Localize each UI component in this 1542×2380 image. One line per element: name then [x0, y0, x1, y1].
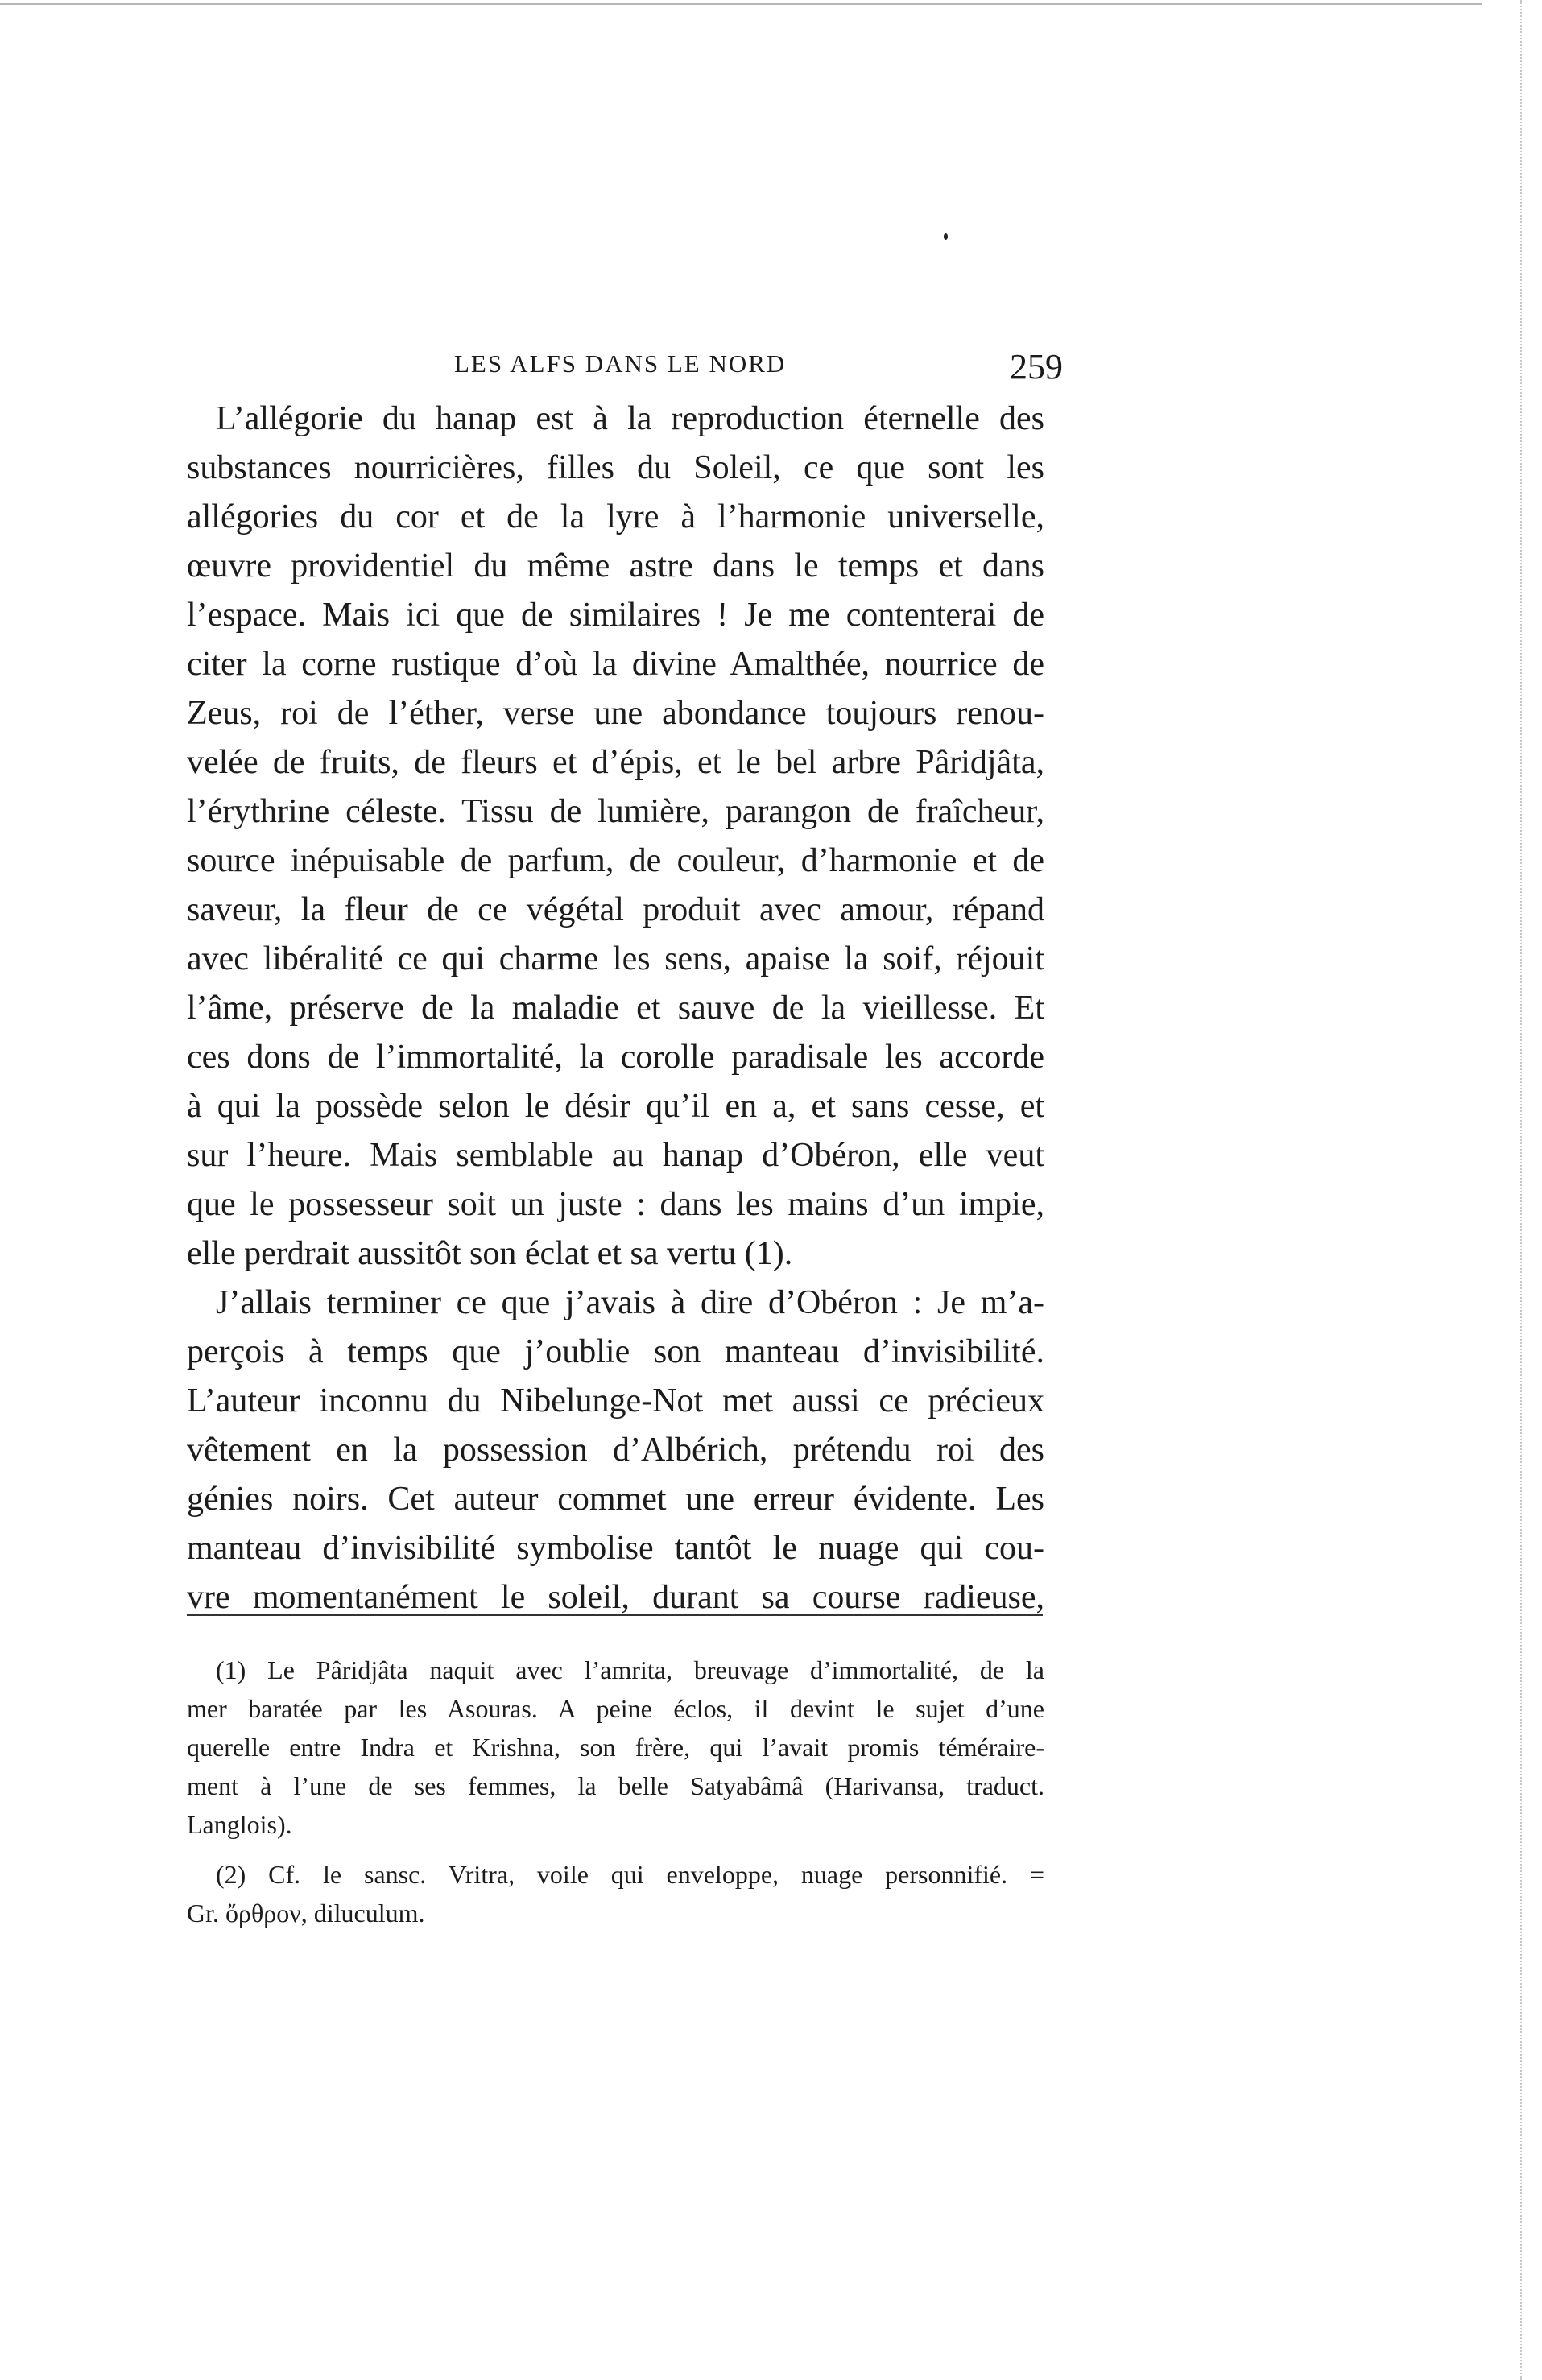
body-line: vre momentanément le soleil, durant sa course radieuse,: [187, 1579, 1044, 1616]
body-line: source inépuisable de parfum, de couleur, d’harmonie et de: [187, 842, 1044, 879]
footnote-line: ment à l’une de ses femmes, la belle Satyabâmâ (Harivansa, traduct.: [187, 1771, 1044, 1800]
body-line: l’érythrine céleste. Tissu de lumière, parangon de fraîcheur,: [187, 793, 1044, 830]
footnote-line: Langlois).: [187, 1810, 292, 1839]
body-line: J’allais terminer ce que j’avais à dire d’Obéron : Je m’a-: [216, 1284, 1044, 1321]
body-line: saveur, la fleur de ce végétal produit avec amour, répand: [187, 891, 1044, 928]
body-line: l’espace. Mais ici que de similaires ! Je me contenterai de: [187, 597, 1044, 634]
running-title: LES ALFS DANS LE NORD: [454, 349, 787, 378]
footnote-line: (1) Le Pâridjâta naquit avec l’amrita, breuvage d’immortalité, de la: [216, 1655, 1044, 1684]
footnote-line: Gr. ὄρθρον, diluculum.: [187, 1899, 425, 1928]
footnote-rule: [187, 1614, 1043, 1616]
body-line: génies noirs. Cet auteur commet une erreur évidente. Les: [187, 1481, 1044, 1518]
body-line: Zeus, roi de l’éther, verse une abondance toujours renou-: [187, 695, 1044, 732]
body-line: citer la corne rustique d’où la divine Amalthée, nourrice de: [187, 646, 1044, 683]
body-line: l’âme, préserve de la maladie et sauve de la vieillesse. Et: [187, 990, 1044, 1027]
body-line: substances nourricières, filles du Soleil, ce que sont les: [187, 449, 1044, 486]
body-line: sur l’heure. Mais semblable au hanap d’Obéron, elle veut: [187, 1137, 1044, 1174]
body-line: à qui la possède selon le désir qu’il en a, et sans cesse, et: [187, 1088, 1044, 1125]
top-scan-rule: [0, 3, 1482, 5]
footnote-line: (2) Cf. le sansc. Vritra, voile qui enveloppe, nuage personnifié. =: [216, 1860, 1044, 1889]
running-head: [187, 346, 1063, 395]
body-line: ces dons de l’immortalité, la corolle paradisale les accorde: [187, 1039, 1044, 1076]
body-line: vêtement en la possession d’Albérich, prétendu roi des: [187, 1432, 1044, 1469]
body-line: que le possesseur soit un juste : dans les mains d’un impie,: [187, 1186, 1044, 1223]
body-line: allégories du cor et de la lyre à l’harmonie universelle,: [187, 498, 1044, 535]
footnote-gap: [187, 1844, 1044, 1855]
body-line: perçois à temps que j’oublie son manteau d’invisibilité.: [187, 1333, 1044, 1370]
body-line: avec libéralité ce qui charme les sens, apaise la soif, réjouit: [187, 940, 1044, 977]
page-number: 259: [1010, 347, 1063, 386]
body-line: L’allégorie du hanap est à la reproduction éternelle des: [216, 400, 1044, 437]
footnote-line: mer baratée par les Asouras. A peine éclos, il devint le sujet d’une: [187, 1694, 1044, 1723]
main-text: [187, 395, 1044, 1622]
page-edge: [1520, 0, 1522, 2380]
footnote-line: querelle entre Indra et Krishna, son frère, qui l’avait promis téméraire-: [187, 1733, 1044, 1762]
body-line: velée de fruits, de fleurs et d’épis, et le bel arbre Pâridjâta,: [187, 744, 1044, 781]
body-line: L’auteur inconnu du Nibelunge-Not met aussi ce précieux: [187, 1382, 1044, 1419]
footnotes: [187, 1651, 1044, 1932]
body-line: manteau d’invisibilité symbolise tantôt le nuage qui cou-: [187, 1530, 1044, 1567]
body-line: œuvre providentiel du même astre dans le temps et dans: [187, 547, 1044, 585]
ink-speck: [944, 233, 948, 240]
body-line: elle perdrait aussitôt son éclat et sa vertu (1).: [187, 1235, 793, 1272]
